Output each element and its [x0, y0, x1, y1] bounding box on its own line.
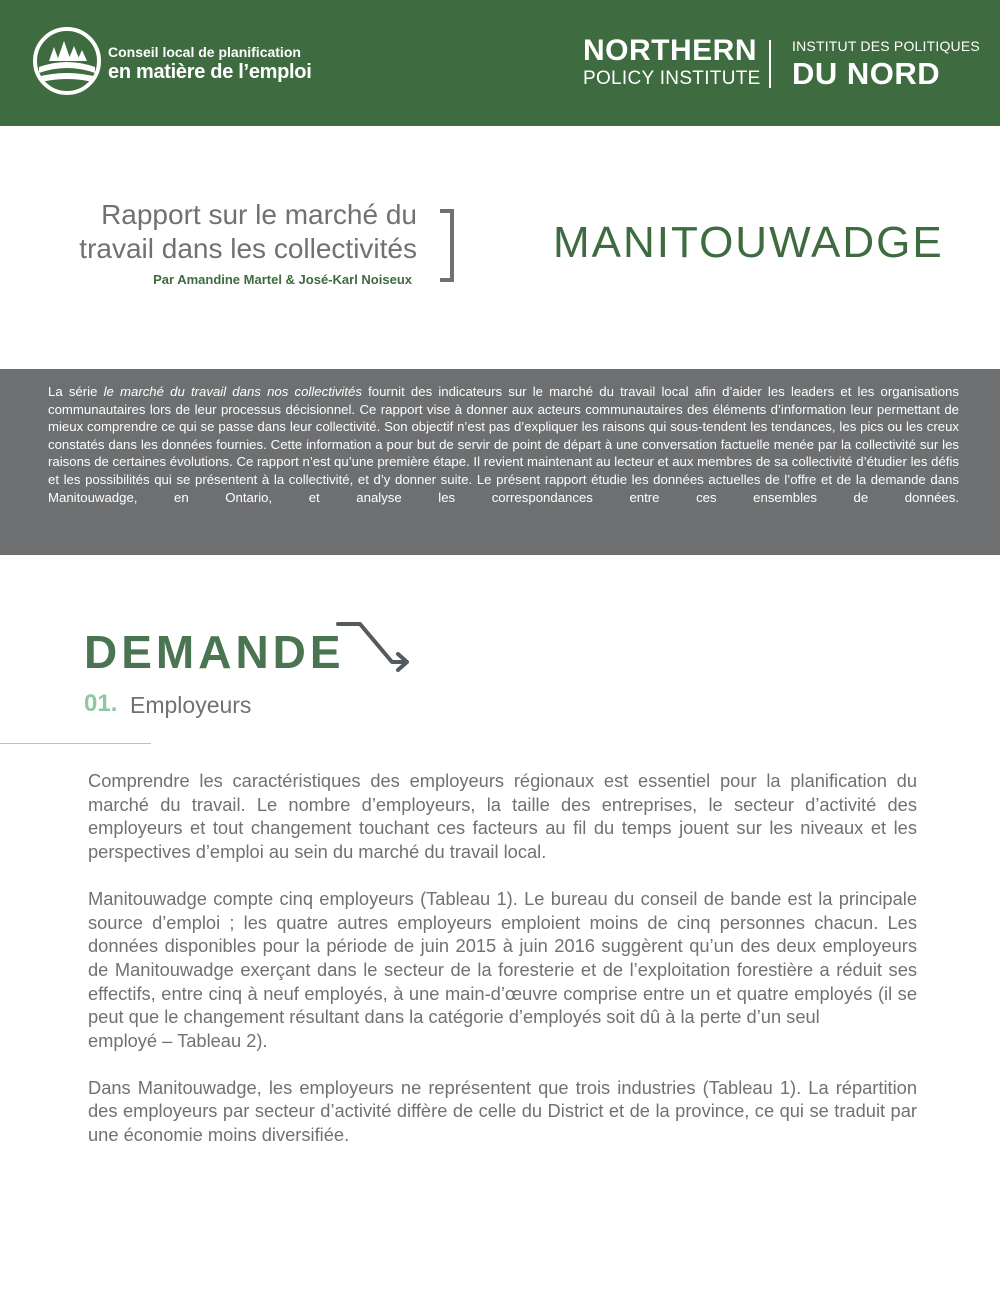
report-title	[79, 198, 417, 266]
paragraph-1: Comprendre les caractéristiques des employeurs régionaux est essentiel pour la planification du marché du travail. Le nombre d’employeurs, la taille des entreprises, le secteur d’activité des employeurs et tout changement touchant ces facteurs au fil du temps jouent sur les niveaux et les perspectives d’emploi au sein du marché du travail local.	[88, 770, 917, 863]
report-title-line2: travail dans les collectivités	[79, 233, 417, 264]
bracket-icon	[440, 209, 454, 282]
paragraph-2	[88, 887, 917, 1053]
section-label: Employeurs	[130, 692, 252, 718]
ipn-logo-line2: DU NORD	[792, 56, 941, 91]
paragraph-2-end: employé – Tableau 2).	[88, 1030, 268, 1052]
section-number: 01.	[84, 690, 118, 717]
npi-logo-line1: NORTHERN	[583, 34, 757, 67]
intro-rest: fournit des indicateurs sur le marché du travail local afin d’aider les leaders et les organisations communautaires lors de leur processus décisionnel. Ce rapport vise à donner aux acteurs communautaires des éléments d’information leur permettant de mieux comprendre ce qui se passe dans leur collectivité. Son objectif n’est pas d’expliquer les raisons qui sous-tendent les tendances, les pics ou les creux constatés dans les données fournies. Cette information a pour but de servir de point de départ à une conversation factuelle menée par la collectivité sur les raisons de certaines évolutions. Ce rapport n’est qu’une première étape. Il revient maintenant au lecteur et aux membres de sa collectivité d’étudier les défis et les possibilités qui se présentent à la collectivité, et d’y donner suite. Le présent rapport étudie les données actuelles de l’offre et de la demande dans Manitouwadge, en Ontario, et analyse les correspondances entre ces ensembles de données.	[48, 384, 959, 505]
report-title-line1: Rapport sur le marché du	[101, 199, 417, 230]
paragraph-3: Dans Manitouwadge, les employeurs ne représentent que trois industries (Tableau 1). La répartition des employeurs par secteur d’activité diffère de celle du District et de la province, ce qui se traduit par une économie moins diversifiée.	[88, 1076, 917, 1146]
lmp-name-line2: en matière de l’emploi	[108, 61, 312, 83]
logo-divider	[769, 40, 771, 88]
community-name: MANITOUWADGE	[553, 218, 944, 267]
down-right-arrow-icon	[336, 620, 412, 672]
lmp-name-line1: Conseil local de planification	[108, 44, 301, 60]
intro-panel	[0, 369, 1000, 555]
intro-series-name: le marché du travail dans nos collectivités	[103, 384, 362, 399]
lmp-logo-icon	[33, 27, 101, 95]
body-text	[88, 769, 917, 1170]
npi-logo-line2: POLICY INSTITUTE	[583, 68, 761, 89]
report-authors: Par Amandine Martel & José-Karl Noiseux	[153, 272, 412, 287]
section-heading: DEMANDE	[84, 626, 345, 678]
section-divider	[0, 743, 151, 744]
ipn-logo-line1: INSTITUT DES POLITIQUES	[792, 38, 980, 54]
header-banner	[0, 0, 1000, 126]
intro-lead: La série	[48, 384, 104, 399]
paragraph-2-main: Manitouwadge compte cinq employeurs (Tableau 1). Le bureau du conseil de bande est la principale source d’emploi ; les quatre autres employeurs emploient moins de cinq personnes chacun. Les données disponibles pour la période de juin 2015 à juin 2016 suggèrent qu’un des deux employeurs de Manitouwadge exerçant dans le secteur de la foresterie et de l’exploitation forestière a réduit ses effectifs, entre cinq à neuf employés, à une main-d’œuvre comprise entre un et quatre employés (il se peut que le changement résultant dans la catégorie d’employés soit dû à la perte d’un seul	[88, 887, 917, 1028]
intro-text	[48, 383, 959, 506]
